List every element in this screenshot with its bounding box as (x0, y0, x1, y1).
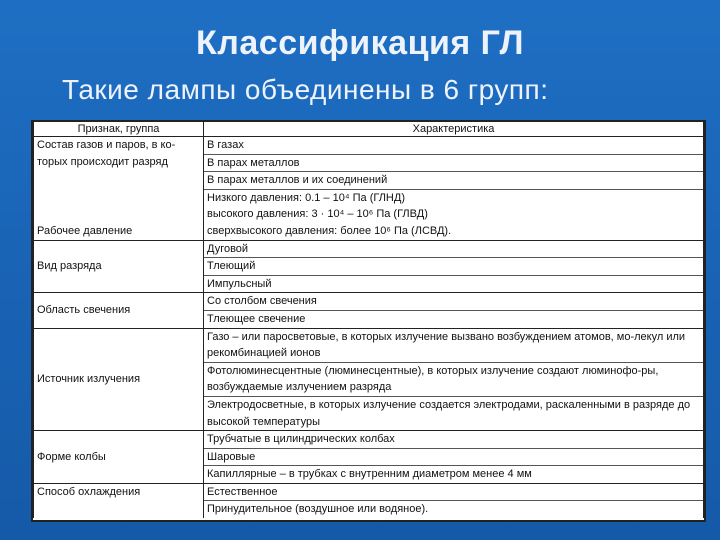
classification-table-container (31, 120, 706, 522)
classification-table (33, 122, 704, 518)
table-cell: Естественное (204, 483, 704, 501)
table-row (34, 431, 704, 449)
table-cell: высокого давления: 3 · 10⁴ – 10⁶ Па (ГЛВД) (204, 206, 704, 223)
table-cell: Капиллярные – в трубках с внутренним диаметром менее 4 мм (204, 466, 704, 484)
table-cell: Электродосветные, в которых излучение создается электродами, раскаленными в разряде до высокой температуры (204, 396, 704, 430)
table-row (34, 483, 704, 501)
group-label-bulb: Форме колбы (34, 431, 204, 484)
table-cell: Дуговой (204, 240, 704, 258)
header-feature: Признак, группа (34, 122, 204, 137)
table-cell: Фотолюминесцентные (люминесцентные), в которых излучение создают люминофо-ры, возбуждаемые излучением разряда (204, 362, 704, 396)
table-cell: Тлеющее свечение (204, 310, 704, 328)
table-cell: сверхвысокого давления: более 10⁶ Па (ЛСВД). (204, 223, 704, 240)
group-label-composition: Состав газов и паров, в ко-торых происходит разряд (34, 137, 204, 190)
table-cell: Импульсный (204, 275, 704, 293)
group-label-discharge: Вид разряда (34, 240, 204, 293)
table-cell: В газах (204, 137, 704, 155)
table-cell: Шаровые (204, 448, 704, 466)
table-cell: Принудительное (воздушное или водяное). (204, 501, 704, 518)
group-label-cooling: Способ охлаждения (34, 483, 204, 518)
table-cell: Со столбом свечения (204, 293, 704, 311)
group-label-source: Источник излучения (34, 328, 204, 431)
table-cell: Низкого давления: 0.1 – 10⁴ Па (ГЛНД) (204, 189, 704, 206)
table-cell: Газо – или паросветовые, в которых излучение вызвано возбуждением атомов, мо-лекул или рекомбинацией ионов (204, 328, 704, 362)
table-row (34, 328, 704, 362)
table-row (34, 293, 704, 311)
table-cell: В парах металлов и их соединений (204, 172, 704, 190)
group-label-pressure: Рабочее давление (34, 189, 204, 240)
table-row (34, 240, 704, 258)
table-row (34, 137, 704, 155)
table-cell: Тлеющий (204, 258, 704, 276)
table-cell: Трубчатые в цилиндрических колбах (204, 431, 704, 449)
header-characteristic: Характеристика (204, 122, 704, 137)
slide-title: Классификация ГЛ (196, 24, 524, 62)
group-label-glow: Область свечения (34, 293, 204, 328)
slide-subtitle: Такие лампы объединены в 6 групп: (62, 74, 549, 105)
table-row (34, 189, 704, 206)
table-cell: В парах металлов (204, 154, 704, 172)
